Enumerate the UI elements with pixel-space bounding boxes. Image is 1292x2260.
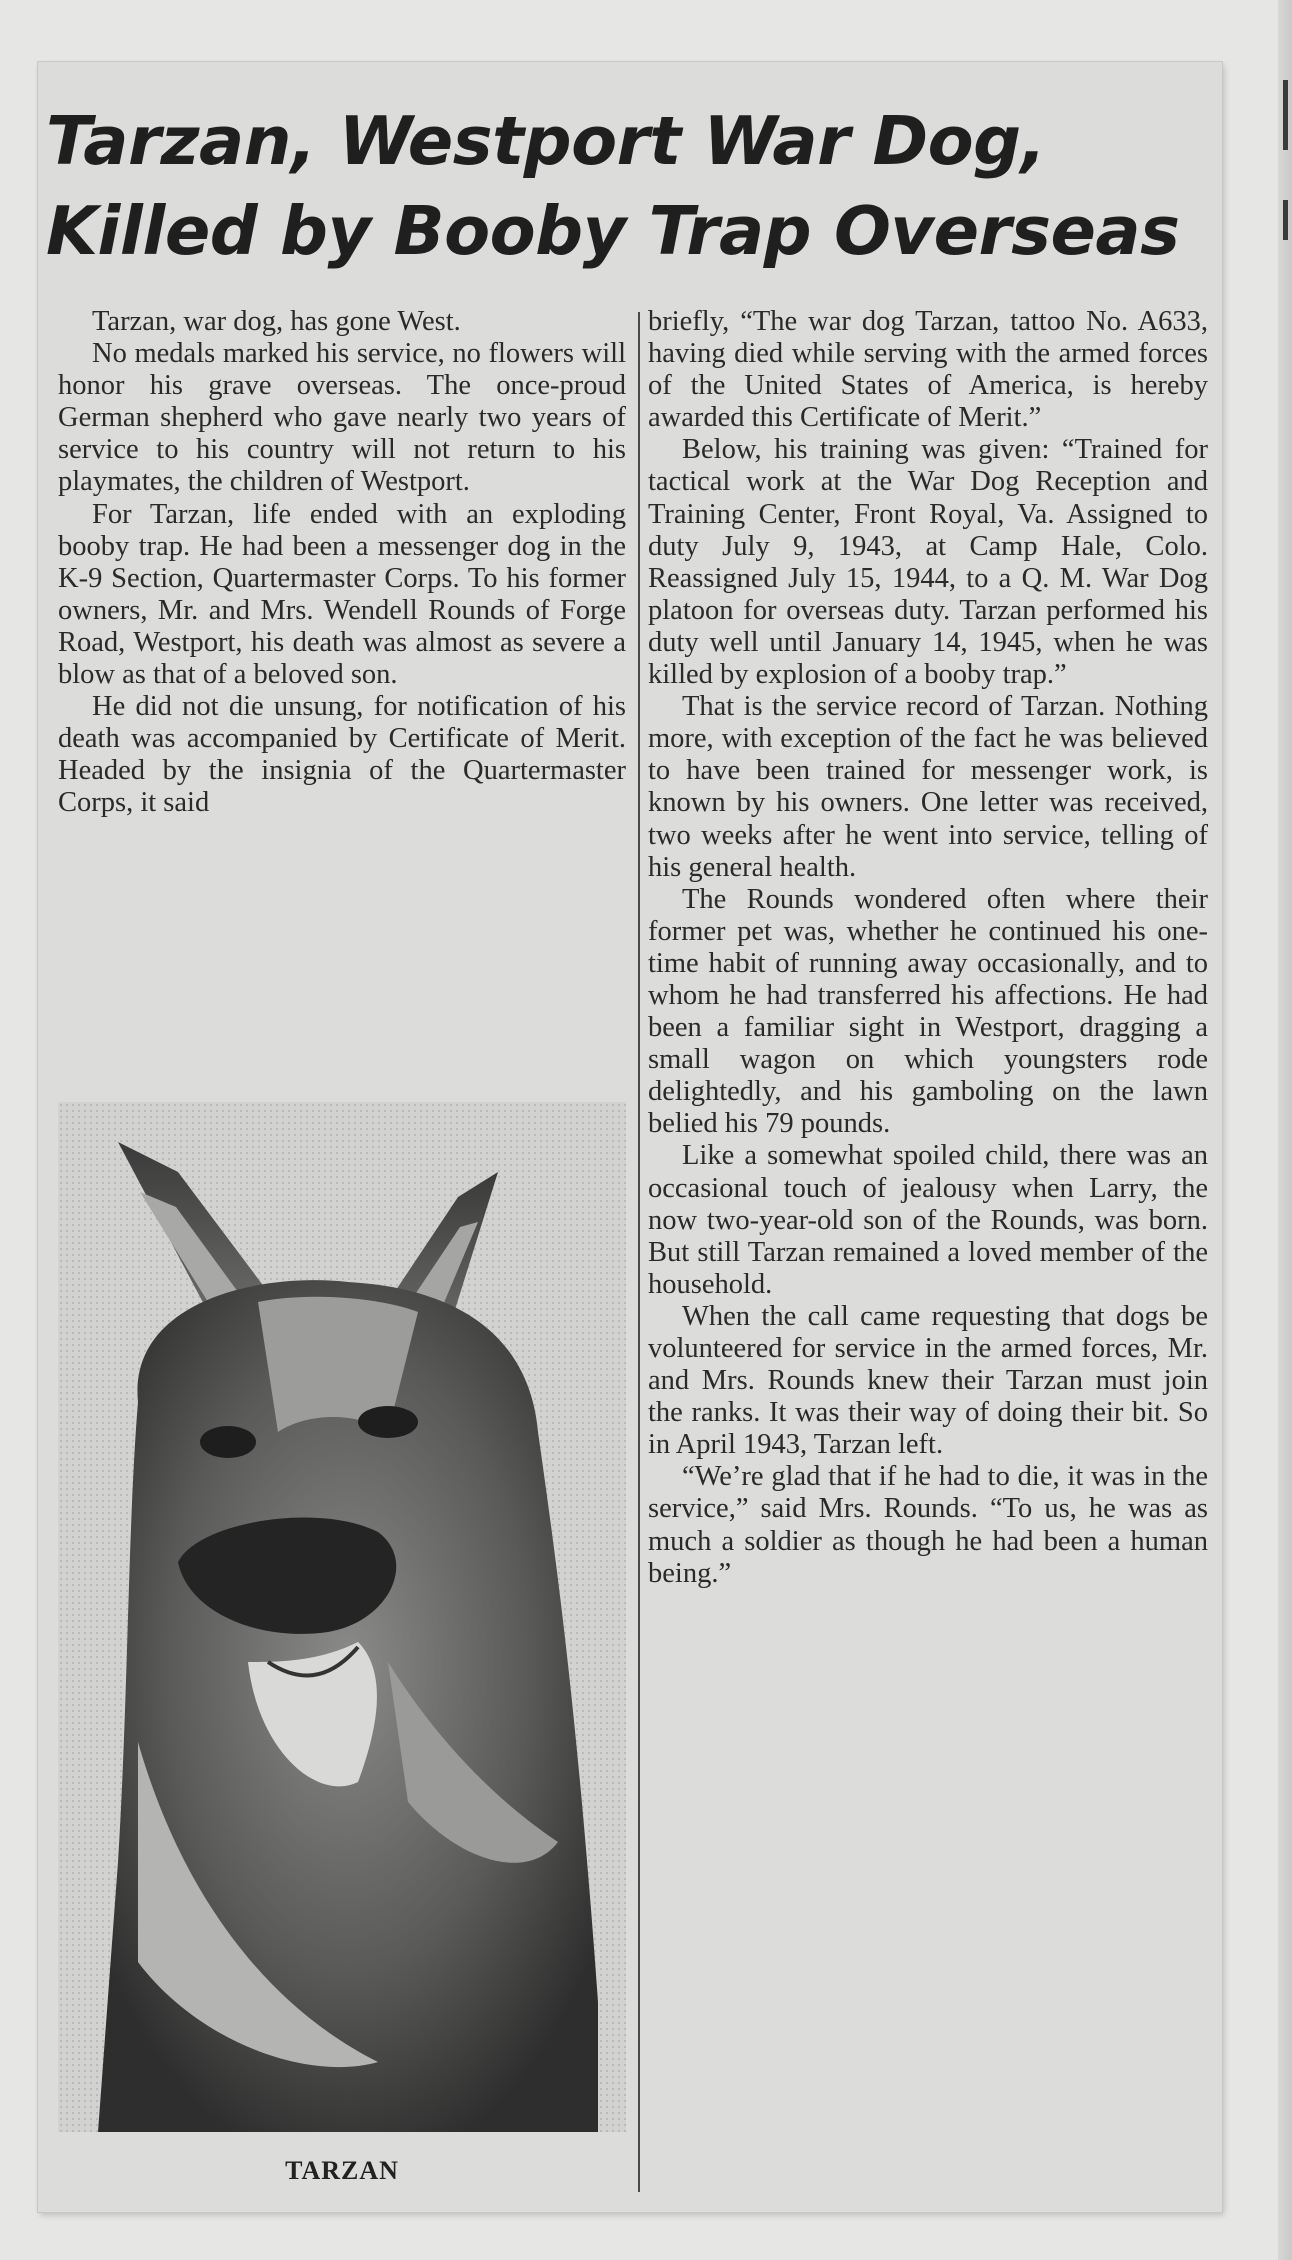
article-paragraph: That is the service record of Tarzan. Nothing more, with exception of the fact he was believed to have been trained for messenger work, is known by his owners. One letter was received, two weeks after he went into service, telling of his general health. (648, 691, 1208, 883)
edge-mark (1283, 80, 1288, 150)
article-paragraph: “We’re glad that if he had to die, it was in the service,” said Mrs. Rounds. “To us, he was as much a soldier as though he had been a human being.” (648, 1461, 1208, 1589)
photo-caption: TARZAN (285, 2156, 399, 2185)
article-paragraph: Like a somewhat spoiled child, there was an occasional touch of jealousy when Larry, the now two-year-old son of the Rounds, was born. But still Tarzan remained a loved member of the household. (648, 1140, 1208, 1300)
column-divider (638, 312, 640, 2192)
dog-photo (58, 1102, 626, 2132)
german-shepherd-portrait (58, 1102, 626, 2132)
article-paragraph: When the call came requesting that dogs be volunteered for service in the armed forces, Mr. and Mrs. Rounds knew their Tarzan must join the ranks. It was their way of doing their bit. So in April 1943, Tarzan left. (648, 1300, 1208, 1461)
headline-line-2: Killed by Booby Trap Overseas (46, 192, 1180, 270)
article-paragraph: For Tarzan, life ended with an exploding booby trap. He had been a messenger dog in the K-9 Section, Quartermaster Corps. To his former owners, Mr. and Mrs. Wendell Rounds of Forge Road, Westport, his death was almost as severe a blow as that of a beloved son. (58, 498, 626, 691)
newspaper-clipping (38, 62, 1222, 2212)
article-paragraph: Below, his training was given: “Trained for tactical work at the War Dog Reception and Training Center, Front Royal, Va. Assigned to duty July 9, 1943, at Camp Hale, Colo. Reassigned July 15, 1944, to a Q. M. War Dog platoon for overseas duty. Tarzan performed his duty well until January 14, 1945, when he was killed by explosion of a booby trap.” (648, 434, 1208, 691)
article-column-left (58, 306, 626, 820)
scanner-edge (1278, 0, 1292, 2260)
article-paragraph: He did not die unsung, for notification of his death was accompanied by Certificate of Merit. Headed by the insignia of the Quartermaster Corps, it said (58, 691, 626, 819)
edge-mark (1283, 200, 1288, 240)
headline (46, 96, 1216, 276)
article-paragraph: The Rounds wondered often where their former pet was, whether he continued his one-time habit of running away occasionally, and to whom he had transferred his affections. He had been a familiar sight in Westport, dragging a small wagon on which youngsters rode delightedly, and his gamboling on the lawn belied his 79 pounds. (648, 883, 1208, 1140)
headline-line-1: Tarzan, Westport War Dog, (46, 102, 1046, 180)
article-paragraph: No medals marked his service, no flowers will honor his grave overseas. The once-proud German shepherd who gave nearly two years of service to his country will not return to his playmates, the children of Westport. (58, 338, 626, 498)
article-column-right (648, 306, 1208, 1590)
article-paragraph-continued: briefly, “The war dog Tarzan, tattoo No. A633, having died while serving with the armed forces of the United States of America, is hereby awarded this Certificate of Merit.” (648, 306, 1208, 434)
article-paragraph: Tarzan, war dog, has gone West. (92, 306, 461, 337)
